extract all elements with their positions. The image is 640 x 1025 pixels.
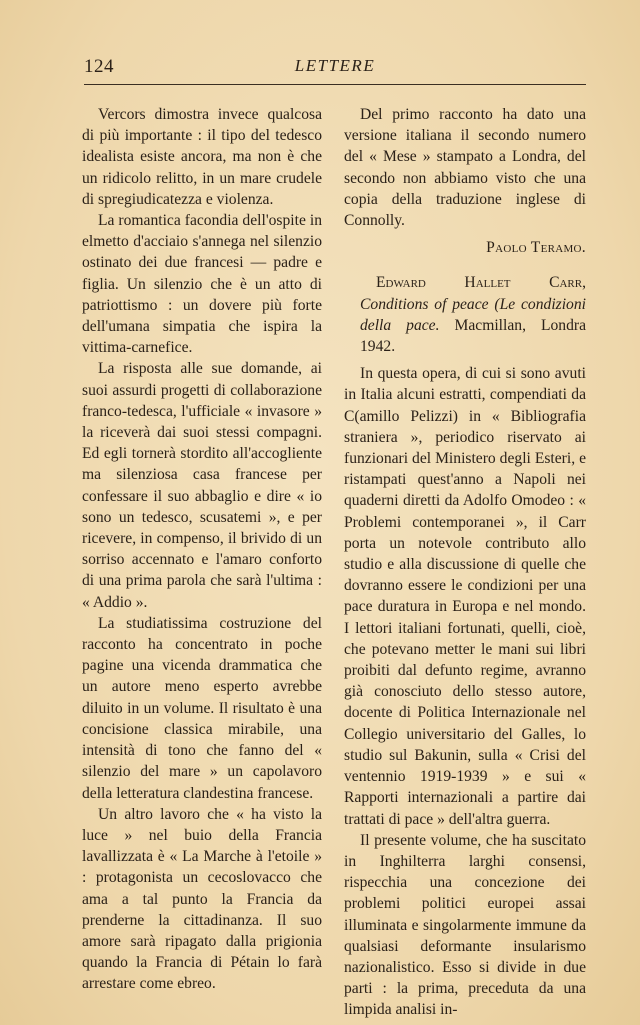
book-publisher: Macmillan, Londra 1942. [360, 316, 586, 356]
paragraph: Il presente volume, che ha suscitato in Inghilterra larghi consensi, rispecchia una concezione dei problemi politici europei assai illuminata e singolarmente immune da qualsiasi deformante insularismo nazionalistico. Esso si divide in due parti : la prima, preceduta da una limpida analisi in- [344, 831, 586, 1019]
paragraph: In questa opera, di cui si sono avuti in Italia alcuni estratti, compendiati da C(amillo Pelizzi) in « Bibliografia straniera », periodico riservato ai funzionari del Ministero degli Esteri, e ristampati quest'anno a Napoli nei quaderni diretti da Adolfo Omodeo : « Problemi contemporanei », il Carr porta un notevole contributo allo studio e alla discussione di quelle che dovranno essere le condizioni per una pace duratura in Europa e nel mondo. I lettori italiani fortunati, quelli, cioè, che potevano metter le mani sui libri proibiti dal defunto regime, avranno già conosciuto dello stesso autore, docente di Politica Internazionale nel Collegio universitario del Galles, lo studio sul Bakunin, sulla « Crisi del ventennio 1919-1939 » e sui « Rapporti internazionali a partire dai trattati di pace » dell'altra guerra. [344, 365, 586, 828]
paragraph: Un altro lavoro che « ha visto la luce » nel buio della Francia lavallizzata è « La Marche à l'etoile » : protagonista un cecoslovacco che ama a tal punto la Francia da prenderne la cittadinanza. Il suo amore sarà ripagato dalla prigionia quando la Francia di Pétain lo farà arrestare come ebreo. [82, 805, 322, 993]
book-reference [344, 272, 586, 357]
paragraph: La romantica facondia dell'ospite in elmetto d'acciaio s'annega nel silenzio ostinato dei due francesi — padre e figlia. Un silenzio che è un atto di patriottismo : un dovere più forte dell'umana simpatia che ispira la vittima-carnefice. [82, 212, 322, 357]
paragraph: La studiatissima costruzione del racconto ha concentrato in poche pagine una vicenda drammatica che un autore meno esperto avrebbe diluito in un volume. Il risultato è una concisione classica mirabile, una intensità di tono che fanno del « silenzio del mare » un capolavoro della letteratura clandestina francese. [82, 614, 322, 802]
book-title: Conditions of peace [360, 295, 489, 313]
right-column [344, 104, 586, 1021]
header-rule [84, 84, 586, 85]
paragraph: Del primo racconto ha dato una versione italiana il secondo numero del « Mese » stampato a Londra, del secondo non abbiamo visto che una copia della traduzione inglese di Connolly. [344, 106, 586, 230]
book-author: Edward Hallet Carr, [376, 274, 586, 292]
paragraph: La risposta alle sue domande, ai suoi assurdi progetti di collaborazione franco-tedesca, l'ufficiale « invasore » la riceverà dai suoi stessi compagni. Ed egli tornerà stordito all'accogliente ma silenziosa casa francese per confessare il suo abbaglio e dire « io sono un tedesco, scusatemi », e per ricevere, in compenso, il brivido di un sorriso accennato e l'amaro conforto di una prima parola che sarà l'ultima : « Addio ». [82, 360, 322, 611]
paragraph: Vercors dimostra invece qualcosa di più importante : il tipo del tedesco idealista esiste ancora, ma non è che un ridicolo relitto, in un mare crudele di spregiudicatezza e violenza. [82, 106, 322, 208]
running-title: LETTERE [294, 56, 376, 75]
page-header [84, 56, 586, 82]
book-title-translation: (Le condizioni della pace. [360, 295, 586, 334]
left-column [82, 104, 322, 995]
page-number: 124 [84, 56, 114, 77]
author-signature: Paolo Teramo. [486, 239, 586, 257]
